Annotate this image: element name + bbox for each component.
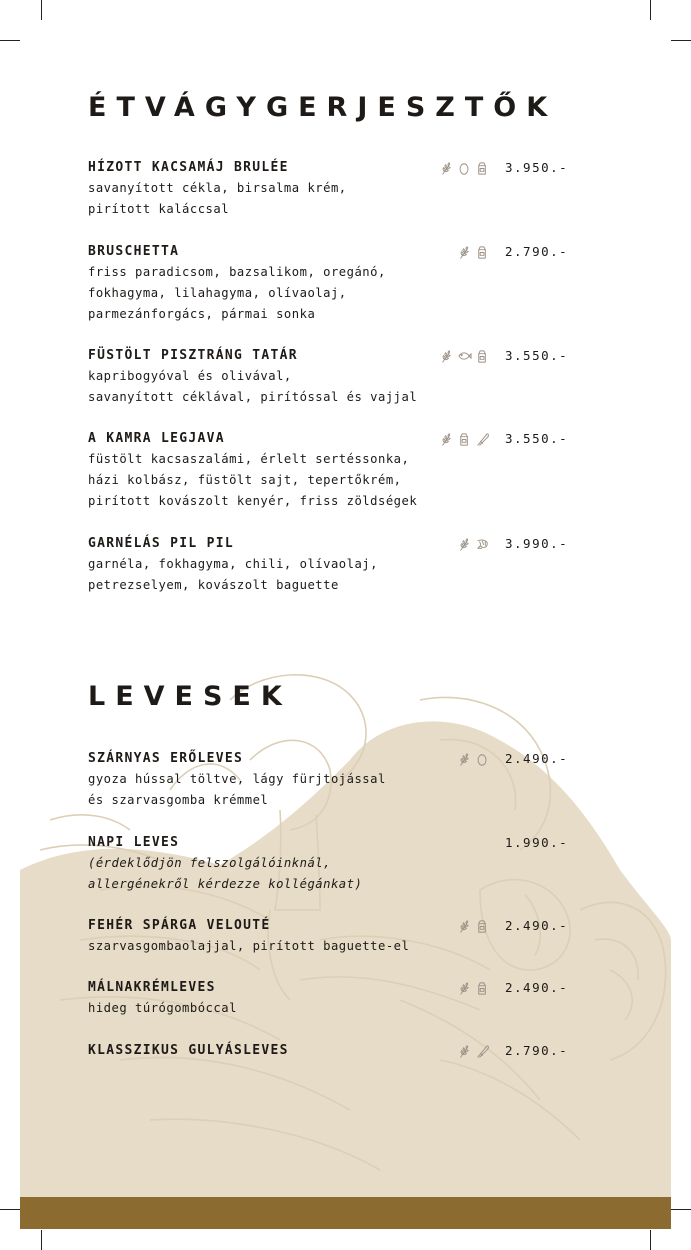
shrimp-icon <box>475 537 490 552</box>
allergen-icons <box>457 536 490 552</box>
wheat-icon <box>457 1044 472 1059</box>
item-name: NAPI LEVES <box>88 835 180 850</box>
item-description: (érdeklődjön felszolgálóinknál, allergénekről kérdezze kollégánkat) <box>88 856 363 891</box>
appetizers-list <box>88 157 578 596</box>
item-price: 3.990.- <box>505 536 569 551</box>
menu-item <box>88 832 578 915</box>
item-price: 2.490.- <box>505 980 569 995</box>
egg-icon <box>457 161 472 176</box>
menu-item <box>88 157 578 241</box>
crop-mark <box>671 1209 691 1210</box>
soups-list <box>88 748 578 1064</box>
item-name: GARNÉLÁS PIL PIL <box>88 536 235 551</box>
section-title-appetizers: ÉTVÁGYGERJESZTŐK <box>88 92 558 123</box>
item-name: SZÁRNYAS ERŐLEVES <box>88 751 244 766</box>
celery-icon <box>475 1044 490 1059</box>
wheat-icon <box>457 919 472 934</box>
crop-mark <box>650 0 651 20</box>
wheat-icon <box>439 161 454 176</box>
crop-mark <box>650 1230 651 1250</box>
item-name: FÜSTÖLT PISZTRÁNG TATÁR <box>88 348 298 363</box>
item-price: 3.550.- <box>505 348 569 363</box>
section-title-soups: LEVESEK <box>88 681 292 712</box>
menu-item <box>88 241 578 345</box>
item-description: savanyított cékla, birsalma krém, pirított kaláccsal <box>88 181 347 216</box>
milk-icon <box>475 981 490 996</box>
milk-icon <box>457 432 472 447</box>
fish-icon <box>457 349 472 364</box>
milk-icon <box>475 349 490 364</box>
milk-icon <box>475 245 490 260</box>
allergen-icons <box>457 918 490 934</box>
crop-mark <box>41 1230 42 1250</box>
crop-mark <box>0 1209 20 1210</box>
menu-item <box>88 345 578 428</box>
celery-icon <box>475 432 490 447</box>
allergen-icons <box>457 244 490 260</box>
footer-bar <box>20 1197 671 1229</box>
item-price: 2.790.- <box>505 244 569 259</box>
allergen-icons <box>457 980 490 996</box>
allergen-icons <box>439 348 490 364</box>
menu-item <box>88 915 578 977</box>
wheat-icon <box>457 981 472 996</box>
item-price: 3.550.- <box>505 431 569 446</box>
item-price: 2.490.- <box>505 751 569 766</box>
wheat-icon <box>439 349 454 364</box>
crop-mark <box>671 40 691 41</box>
wheat-icon <box>457 752 472 767</box>
milk-icon <box>475 161 490 176</box>
allergen-icons <box>457 1043 490 1059</box>
item-price: 2.490.- <box>505 918 569 933</box>
menu-item <box>88 748 578 832</box>
item-name: A KAMRA LEGJAVA <box>88 431 225 446</box>
item-description: hideg túrógombóccal <box>88 1001 237 1015</box>
item-description: gyoza hússal töltve, lágy fürjtojással és szarvasgomba krémmel <box>88 772 386 807</box>
menu-item <box>88 977 578 1040</box>
item-name: MÁLNAKRÉMLEVES <box>88 980 216 995</box>
item-name: KLASSZIKUS GULYÁSLEVES <box>88 1043 289 1058</box>
item-description: garnéla, fokhagyma, chili, olívaolaj, petrezselyem, kovászolt baguette <box>88 557 378 592</box>
crop-mark <box>0 40 20 41</box>
item-name: BRUSCHETTA <box>88 244 180 259</box>
item-description: friss paradicsom, bazsalikom, oregánó, fokhagyma, lilahagyma, olívaolaj, parmezánforgács, pármai sonka <box>88 265 386 321</box>
item-description: szarvasgombaolajjal, pirított baguette-el <box>88 939 410 953</box>
menu-item <box>88 428 578 533</box>
item-description: füstölt kacsaszalámi, érlelt sertéssonka, házi kolbász, füstölt sajt, tepertőkrém, pirított kovászolt kenyér, friss zöldségek <box>88 452 418 508</box>
menu-item <box>88 1040 578 1064</box>
item-price: 1.990.- <box>505 835 569 850</box>
crop-mark <box>41 0 42 20</box>
egg-icon <box>475 752 490 767</box>
wheat-icon <box>457 245 472 260</box>
allergen-icons <box>439 160 490 176</box>
item-description: kapribogyóval és olivával, savanyított céklával, pirítóssal és vajjal <box>88 369 418 404</box>
wheat-icon <box>457 537 472 552</box>
milk-icon <box>475 919 490 934</box>
allergen-icons <box>457 751 490 767</box>
item-price: 2.790.- <box>505 1043 569 1058</box>
item-price: 3.950.- <box>505 160 569 175</box>
item-name: FEHÉR SPÁRGA VELOUTÉ <box>88 918 271 933</box>
menu-item <box>88 533 578 596</box>
wheat-icon <box>439 432 454 447</box>
allergen-icons <box>439 431 490 447</box>
item-name: HÍZOTT KACSAMÁJ BRULÉE <box>88 160 289 175</box>
